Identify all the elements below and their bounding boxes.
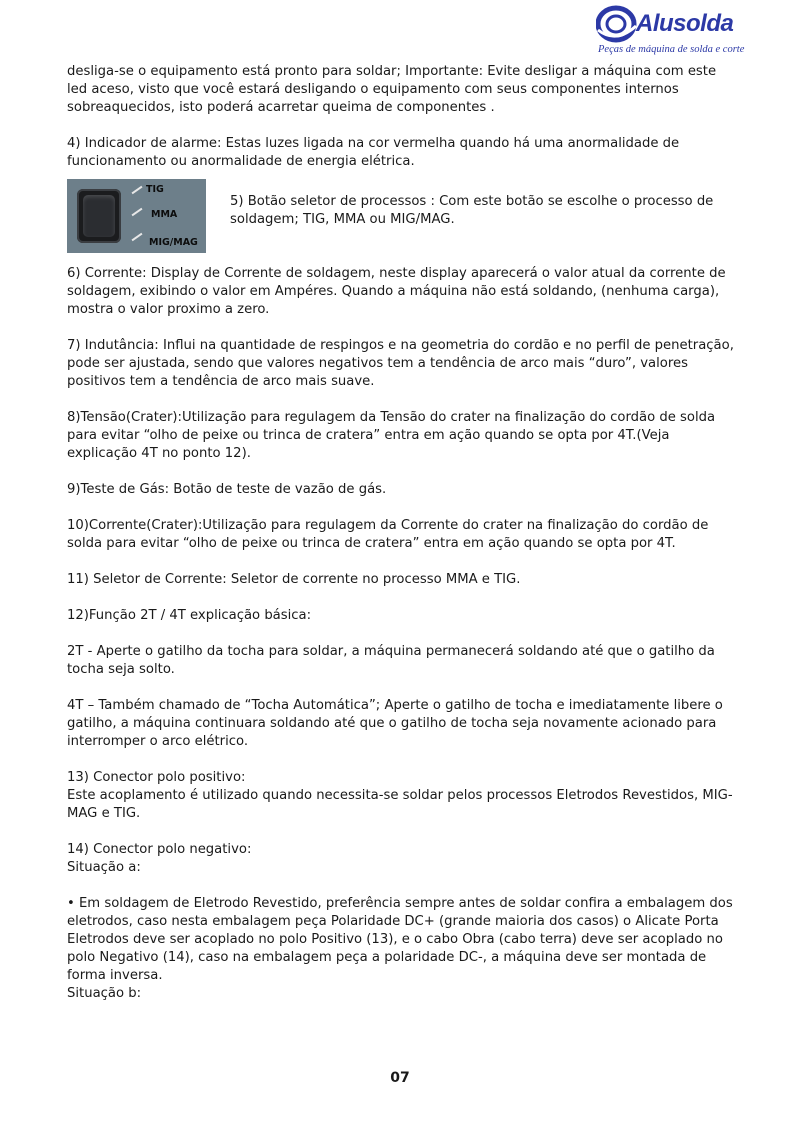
paragraph-2t-4t-title: 12)Função 2T / 4T explicação básica: xyxy=(67,608,312,623)
logo-swirl-icon xyxy=(596,4,640,44)
paragraph-positive-connector-body: Este acoplamento é utilizado quando necessita-se soldar pelos processos Eletrodos Revestidos, MIG-MAG e TIG. xyxy=(67,788,733,821)
paragraph-crater-voltage: 8)Tensão(Crater):Utilização para regulagem da Tensão do crater na finalização do cordão de solda para evitar “olho de peixe ou trinca de cratera” entra em ação quando se opta por 4T.(Veja explicação 4T no ponto 12). xyxy=(67,410,716,461)
paragraph-current-display: 6) Corrente: Display de Corrente de soldagem, neste display aparecerá o valor atual da corrente de soldagem, exibindo o valor em Ampéres. Quando a máquina não está soldando, (nenhuma carga), mostra o valor proximo a zero. xyxy=(67,266,726,317)
process-selector-switch-image xyxy=(67,179,206,253)
logo-brand-name: Alusolda xyxy=(636,10,734,37)
switch-label-mig-mag: MIG/MAG xyxy=(149,237,198,248)
paragraph-gas-test: 9)Teste de Gás: Botão de teste de vazão de gás. xyxy=(67,482,387,497)
process-selector-block xyxy=(67,179,737,253)
paragraph-alarm-indicator: 4) Indicador de alarme: Estas luzes ligada na cor vermelha quando há uma anormalidade de funcionamento ou anormalidade de energia elétrica. xyxy=(67,136,680,169)
paragraph-positive-connector-title: 13) Conector polo positivo: xyxy=(67,770,246,785)
logo-tagline: Peças de máquina de solda e corte xyxy=(598,44,745,55)
situation-b-label: Situação b: xyxy=(67,986,142,1001)
situation-a-label: Situação a: xyxy=(67,860,141,875)
paragraph-process-selector: 5) Botão seletor de processos : Com este botão se escolhe o processo de soldagem; TIG, MMA ou MIG/MAG. xyxy=(230,194,714,227)
paragraph-negative-connector-title: 14) Conector polo negativo: xyxy=(67,842,252,857)
paragraph-4t: 4T – Também chamado de “Tocha Automática”; Aperte o gatilho de tocha e imediatamente libere o gatilho, a máquina continuara soldando até que o gatilho de tocha seja novamente acionado para interromper o arco elétrico. xyxy=(67,698,723,749)
alusolda-logo xyxy=(596,4,745,58)
page-content xyxy=(67,63,737,1003)
paragraph-intro: desliga-se o equipamento está pronto para soldar; Importante: Evite desligar a máquina com este led aceso, visto que você estará desligando o equipamento com seus componentes internos sobreaquecidos, isto poderá acarretar queima de componentes . xyxy=(67,64,717,115)
paragraph-situation-a-bullet: • Em soldagem de Eletrodo Revestido, preferência sempre antes de soldar confira a embalagem dos eletrodos, caso nesta embalagem peça Polaridade DC+ (grande maioria dos casos) o Alicate Porta Eletrodos deve ser acoplado no polo Positivo (13), e o cabo Obra (cabo terra) deve ser acoplado no polo Negativo (14), caso na embalagem peça a polaridade DC-, a máquina deve ser montada de forma inversa. xyxy=(67,896,733,983)
rocker-switch-icon xyxy=(77,189,121,243)
page-number: 07 xyxy=(390,1070,410,1086)
paragraph-current-selector: 11) Seletor de Corrente: Seletor de corrente no processo MMA e TIG. xyxy=(67,572,521,587)
paragraph-inductance: 7) Indutância: Influi na quantidade de respingos e na geometria do cordão e no perfil de penetração, pode ser ajustada, sendo que valores negativos tem a tendência de arco mais “duro”, valores positivos tem a tendência de arco mais suave. xyxy=(67,338,734,389)
paragraph-crater-current: 10)Corrente(Crater):Utilização para regulagem da Corrente do crater na finalização do cordão de solda para evitar “olho de peixe ou trinca de cratera” entra em ação quando se opta por 4T. xyxy=(67,518,709,551)
switch-label-mma: MMA xyxy=(151,209,178,220)
switch-label-tig: TIG xyxy=(146,184,164,195)
paragraph-2t: 2T - Aperte o gatilho da tocha para soldar, a máquina permanecerá soldando até que o gatilho da tocha seja solto. xyxy=(67,644,715,677)
